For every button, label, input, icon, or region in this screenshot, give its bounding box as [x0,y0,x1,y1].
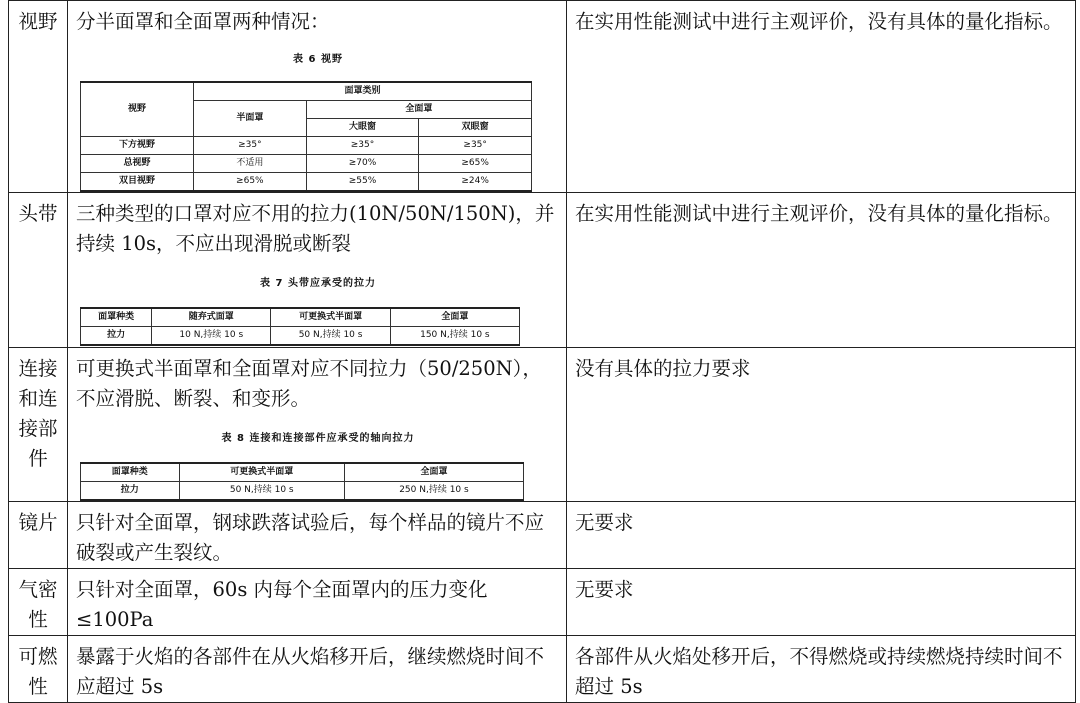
sub-cell: ≥35° [419,137,532,155]
sub-cell: ≥24% [419,173,532,192]
standard-a-cell [68,193,567,348]
row-label-cell [9,636,68,703]
sub-cell: 下方视野 [81,137,194,155]
sub-table-caption: 表 7 头带应承受的拉力 [260,278,376,289]
standard-a-text: 只针对全面罩，60s 内每个全面罩内的压力变化≤100Pa [76,578,488,631]
table-row [9,1,1076,193]
sub-row [81,137,532,155]
standard-a-text: 暴露于火焰的各部件在从火焰移开后，继续燃烧时间不应超过 5s [76,645,545,698]
standard-a-text: 分半面罩和全面罩两种情况： [76,10,330,33]
sub-header: 大眼窗 [306,119,419,137]
row-label: 连接和连接部件 [18,357,58,470]
table-row [9,348,1076,502]
sub-cell: ≥65% [419,155,532,173]
sub-cell: 总视野 [81,155,194,173]
sub-cell: 拉力 [81,327,152,346]
sub-row [81,482,524,501]
sub-header: 全面罩 [306,101,531,119]
sub-cell: 10 N,持续 10 s [152,327,271,346]
row-label: 气密性 [18,578,58,631]
sub-cell: 250 N,持续 10 s [344,482,523,501]
field-of-view-table [80,81,532,192]
standard-a-cell [68,569,567,636]
sub-header: 面罩类别 [194,82,532,101]
table-row [9,636,1076,703]
sub-cell: ≥35° [306,137,419,155]
sub-row [81,155,532,173]
sub-cell: ≥35° [194,137,307,155]
standard-b-text: 在实用性能测试中进行主观评价，没有具体的量化指标。 [575,202,1063,225]
standard-a-text: 可更换式半面罩和全面罩对应不同拉力（50/250N），不应滑脱、断裂、和变形。 [76,357,542,410]
row-label-cell [9,348,68,502]
sub-cell: 不适用 [194,155,307,173]
row-label: 视野 [18,10,58,33]
headband-force-table [80,307,520,346]
sub-table-caption: 表 8 连接和连接部件应承受的轴向拉力 [221,433,415,444]
row-label-cell [9,1,68,193]
sub-header: 可更换式半面罩 [271,308,390,327]
sub-header: 随弃式面罩 [152,308,271,327]
sub-cell: 50 N,持续 10 s [179,482,344,501]
standard-b-cell [567,348,1076,502]
row-label: 可燃性 [18,645,58,698]
row-label: 头带 [18,202,58,225]
sub-header: 半面罩 [194,101,307,137]
sub-cell: ≥70% [306,155,419,173]
sub-table-caption: 表 6 视野 [293,54,343,65]
standard-b-text: 没有具体的拉力要求 [575,357,751,380]
row-label-cell [9,502,68,569]
standard-a-cell [68,502,567,569]
table-row [9,502,1076,569]
standard-b-text: 无要求 [575,578,634,601]
row-label-cell [9,193,68,348]
sub-cell: 150 N,持续 10 s [390,327,519,346]
sub-cell: ≥55% [306,173,419,192]
standard-a-text: 只针对全面罩，钢球跌落试验后，每个样品的镜片不应破裂或产生裂纹。 [76,511,545,564]
sub-header: 全面罩 [390,308,519,327]
standard-b-cell [567,636,1076,703]
connection-force-table [80,462,524,501]
sub-header: 双眼窗 [419,119,532,137]
standard-b-cell [567,569,1076,636]
sub-cell: 拉力 [81,482,180,501]
standard-b-text: 在实用性能测试中进行主观评价，没有具体的量化指标。 [575,10,1063,33]
sub-header: 全面罩 [344,463,523,482]
standard-b-cell [567,1,1076,193]
sub-row [81,173,532,192]
standard-b-text: 无要求 [575,511,634,534]
row-label: 镜片 [18,511,58,534]
standard-a-text: 三种类型的口罩对应不用的拉力(10N/50N/150N)，并持续 10s，不应出现滑脱或断裂 [76,202,555,255]
sub-header: 视野 [81,82,194,137]
standard-b-cell [567,502,1076,569]
standard-b-cell [567,193,1076,348]
sub-cell: 50 N,持续 10 s [271,327,390,346]
sub-header: 面罩种类 [81,308,152,327]
sub-header: 可更换式半面罩 [179,463,344,482]
standard-a-cell [68,1,567,193]
sub-cell: ≥65% [194,173,307,192]
table-row [9,193,1076,348]
row-label-cell [9,569,68,636]
sub-cell: 双目视野 [81,173,194,192]
standard-b-text: 各部件从火焰处移开后，不得燃烧或持续燃烧持续时间不超过 5s [575,645,1063,698]
comparison-table [8,0,1076,703]
table-row [9,569,1076,636]
standard-a-cell [68,348,567,502]
sub-row [81,327,520,346]
standard-a-cell [68,636,567,703]
sub-header: 面罩种类 [81,463,180,482]
